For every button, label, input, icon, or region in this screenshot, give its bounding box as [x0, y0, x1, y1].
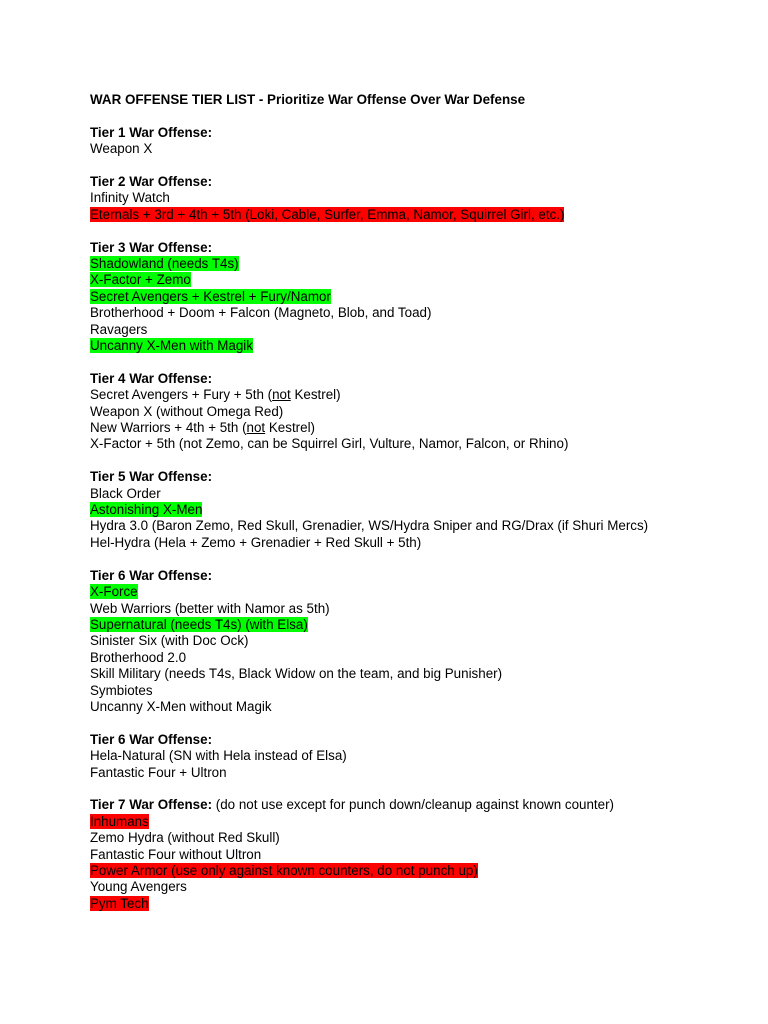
tier-item — [90, 272, 750, 288]
tier-heading — [90, 797, 750, 813]
tier-item — [90, 584, 750, 600]
red-highlighted-text — [90, 814, 149, 829]
text-segment: Hel-Hydra (Hela + Zemo + Grenadier + Red Skull + 5th) — [90, 534, 422, 550]
tier-item — [90, 879, 750, 895]
item-text — [90, 601, 330, 616]
item-text — [90, 666, 502, 681]
text-segment: Eternals + 3rd + 4th + 5th (Loki, Cable, Surfer, Emma, Namor, Squirrel Girl, etc.) — [90, 206, 565, 222]
tier-section — [90, 568, 750, 716]
tier-item — [90, 436, 750, 452]
tier-item — [90, 699, 750, 715]
red-highlighted-text — [90, 863, 478, 878]
item-text — [90, 650, 186, 665]
text-segment: Shadowland (needs T4s) — [90, 256, 239, 272]
tier-item — [90, 896, 750, 912]
green-highlighted-text — [90, 617, 308, 632]
text-segment: Pym Tech — [90, 895, 149, 911]
item-text — [90, 141, 152, 156]
tier-section — [90, 797, 750, 912]
tier-section — [90, 240, 750, 355]
tier-item — [90, 190, 750, 206]
text-segment: Uncanny X-Men without Magik — [90, 698, 272, 714]
green-highlighted-text — [90, 272, 191, 287]
tier-item — [90, 847, 750, 863]
text-segment: Supernatural (needs T4s) (with Elsa) — [90, 616, 308, 632]
item-text — [90, 436, 568, 451]
tier-heading — [90, 125, 750, 141]
item-text — [90, 748, 347, 763]
tier-section — [90, 469, 750, 551]
text-segment: Brotherhood 2.0 — [90, 649, 187, 665]
tier-item — [90, 765, 750, 781]
document-page — [90, 92, 750, 929]
tier-item — [90, 617, 750, 633]
tier-heading — [90, 568, 750, 584]
tier-heading — [90, 371, 750, 387]
item-text — [90, 535, 421, 550]
tier-item — [90, 207, 750, 223]
text-segment: Astonishing X-Men — [90, 502, 203, 518]
item-text — [90, 518, 648, 533]
text-segment: X-Factor + Zemo — [90, 272, 191, 288]
item-text — [90, 486, 161, 501]
tier-section — [90, 371, 750, 453]
text-segment: Inhumans — [90, 813, 149, 829]
text-segment: Black Order — [90, 485, 161, 501]
item-text — [90, 830, 280, 845]
red-highlighted-text — [90, 207, 564, 222]
text-segment: Weapon X — [90, 141, 153, 157]
text-segment: Hydra 3.0 (Baron Zemo, Red Skull, Grenadier, WS/Hydra Sniper and RG/Drax (if Shuri Mercs) — [90, 518, 649, 534]
text-segment: Ravagers — [90, 321, 148, 337]
tier-section — [90, 125, 750, 158]
underlined-text: not — [246, 420, 266, 436]
item-text — [90, 683, 153, 698]
text-segment: Power Armor (use only against known counters, do not punch up) — [90, 862, 478, 878]
item-text — [90, 633, 248, 648]
tier-item — [90, 289, 750, 305]
text-segment: Symbiotes — [90, 682, 153, 698]
green-highlighted-text — [90, 289, 331, 304]
green-highlighted-text — [90, 584, 138, 599]
text-segment: Kestrel) — [265, 420, 316, 436]
text-segment: Infinity Watch — [90, 190, 170, 206]
text-segment: X-Factor + 5th (not Zemo, can be Squirrel Girl, Vulture, Namor, Falcon, or Rhino) — [90, 436, 569, 452]
tier-item — [90, 666, 750, 682]
tier-heading-label: Tier 2 War Offense: — [90, 174, 213, 189]
text-segment: Brotherhood + Doom + Falcon (Magneto, Blob, and Toad) — [90, 305, 432, 321]
tier-heading-label: Tier 5 War Offense: — [90, 469, 213, 485]
tier-item — [90, 601, 750, 617]
tier-section — [90, 732, 750, 781]
tier-heading — [90, 469, 750, 485]
text-segment: Web Warriors (better with Namor as 5th) — [90, 600, 330, 616]
tier-item — [90, 141, 750, 157]
text-segment: Hela-Natural (SN with Hela instead of Elsa) — [90, 748, 347, 764]
tier-heading — [90, 240, 750, 256]
tier-item — [90, 633, 750, 649]
text-segment: Zemo Hydra (without Red Skull) — [90, 830, 280, 846]
document-title: WAR OFFENSE TIER LIST - Prioritize War Offense Over War Defense — [90, 92, 526, 107]
tier-item — [90, 420, 750, 436]
tier-item — [90, 486, 750, 502]
text-segment: Skill Military (needs T4s, Black Widow on the team, and big Punisher) — [90, 666, 503, 682]
item-text — [90, 879, 187, 894]
green-highlighted-text — [90, 338, 253, 353]
tier-item — [90, 535, 750, 551]
tier-item — [90, 256, 750, 272]
tier-item — [90, 863, 750, 879]
item-text — [90, 404, 283, 419]
text-segment: Weapon X (without Omega Red) — [90, 403, 284, 419]
text-segment: Secret Avengers + Fury + 5th ( — [90, 387, 273, 403]
tier-list — [90, 125, 750, 912]
text-segment: Sinister Six (with Doc Ock) — [90, 633, 249, 649]
tier-heading-label: Tier 6 War Offense: — [90, 731, 213, 747]
tier-item — [90, 518, 750, 534]
text-segment: Young Avengers — [90, 879, 187, 895]
item-text — [90, 699, 272, 714]
tier-section — [90, 174, 750, 223]
tier-item — [90, 502, 750, 518]
tier-heading — [90, 732, 750, 748]
tier-item — [90, 748, 750, 764]
tier-item — [90, 814, 750, 830]
item-text — [90, 847, 261, 862]
red-highlighted-text — [90, 896, 149, 911]
tier-heading-note: (do not use except for punch down/cleanup against known counter) — [212, 797, 615, 813]
tier-item — [90, 305, 750, 321]
item-text — [90, 765, 227, 780]
item-text — [90, 420, 315, 435]
tier-item — [90, 404, 750, 420]
green-highlighted-text — [90, 256, 239, 271]
tier-heading-label: Tier 1 War Offense: — [90, 124, 213, 140]
text-segment: X-Force — [90, 584, 138, 600]
tier-item — [90, 683, 750, 699]
tier-item — [90, 338, 750, 354]
item-text — [90, 190, 170, 205]
tier-item — [90, 830, 750, 846]
tier-item — [90, 650, 750, 666]
text-segment: Secret Avengers + Kestrel + Fury/Namor — [90, 288, 331, 304]
tier-heading-label: Tier 3 War Offense: — [90, 239, 213, 255]
tier-heading — [90, 174, 750, 190]
tier-item — [90, 387, 750, 403]
text-segment: Uncanny X-Men with Magik — [90, 338, 253, 354]
text-segment: Kestrel) — [290, 387, 341, 403]
tier-heading-label: Tier 4 War Offense: — [90, 370, 213, 386]
tier-heading-label: Tier 7 War Offense: — [90, 797, 213, 813]
item-text — [90, 305, 431, 320]
tier-heading-label: Tier 6 War Offense: — [90, 567, 213, 583]
item-text — [90, 387, 341, 402]
tier-item — [90, 322, 750, 338]
green-highlighted-text — [90, 502, 202, 517]
item-text — [90, 322, 147, 337]
text-segment: Fantastic Four + Ultron — [90, 764, 227, 780]
text-segment: Fantastic Four without Ultron — [90, 846, 262, 862]
text-segment: New Warriors + 4th + 5th ( — [90, 420, 247, 436]
underlined-text: not — [272, 387, 291, 403]
